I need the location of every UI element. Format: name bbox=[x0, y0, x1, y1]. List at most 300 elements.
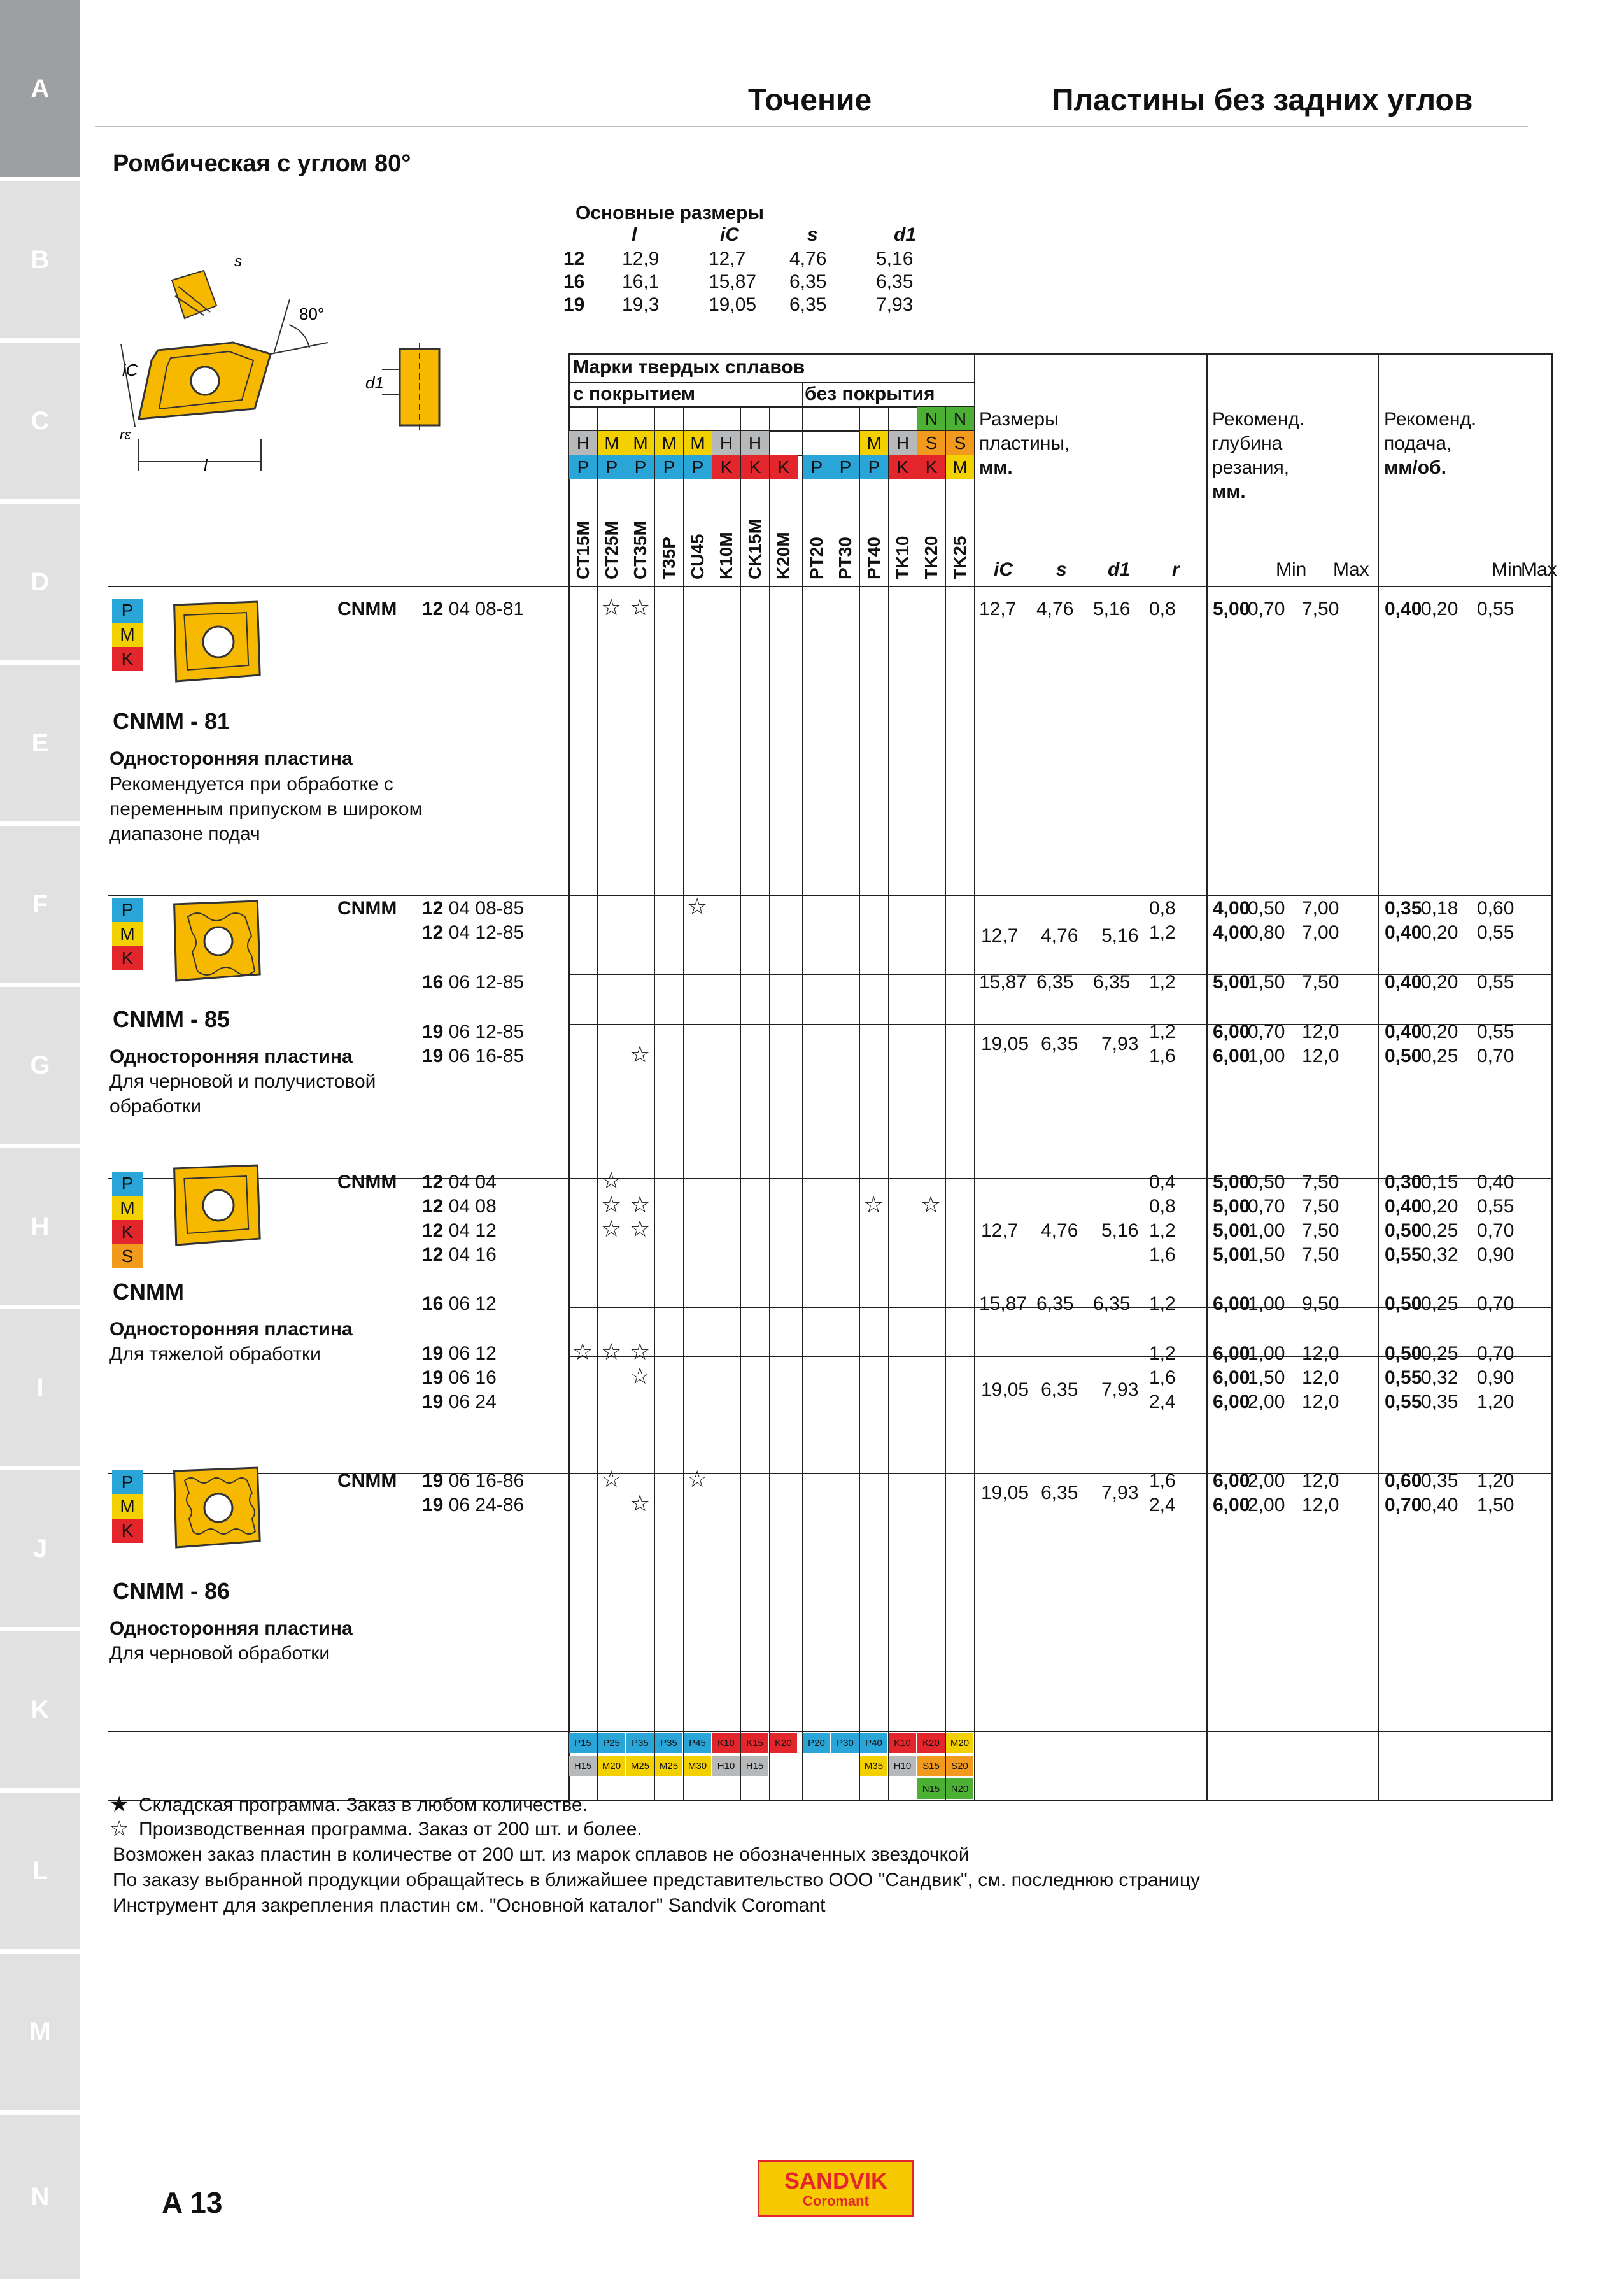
row-apmin: 1,50 bbox=[1248, 1367, 1285, 1388]
row-apmin: 0,50 bbox=[1248, 1172, 1285, 1193]
coated-label: с покрытием bbox=[573, 383, 696, 404]
iso-code-cell: P45 bbox=[684, 1733, 711, 1753]
production-star-icon: ☆ bbox=[630, 1363, 651, 1389]
production-star-icon: ☆ bbox=[109, 1817, 129, 1841]
production-star-icon: ☆ bbox=[630, 1041, 651, 1067]
size-number: 19 bbox=[422, 1470, 444, 1491]
production-star-icon: ☆ bbox=[630, 1191, 651, 1218]
grade-name: TK25 bbox=[950, 536, 970, 579]
row-apmin: 0,70 bbox=[1248, 1021, 1285, 1042]
dims-cell: 19,05 bbox=[709, 294, 757, 315]
grade-name: PT40 bbox=[864, 537, 884, 579]
row-ic: 15,87 bbox=[979, 972, 1027, 993]
group-d1: 5,16 bbox=[1101, 925, 1139, 946]
side-tab-d[interactable] bbox=[0, 504, 80, 660]
group-d1: 7,93 bbox=[1101, 1033, 1139, 1054]
iso-code-cell: K10 bbox=[712, 1733, 740, 1753]
row-fmax: 1,50 bbox=[1477, 1494, 1515, 1516]
section-desc-line: Для черновой и получистовой bbox=[109, 1071, 376, 1092]
dims-head-l: l bbox=[632, 224, 637, 245]
row-f: 0,70 bbox=[1385, 1494, 1422, 1516]
dims-cell: 6,35 bbox=[876, 271, 914, 292]
row-fmin: 0,20 bbox=[1421, 1196, 1458, 1217]
material-badge: M bbox=[112, 1494, 143, 1519]
col-s: s bbox=[1056, 559, 1067, 580]
production-star-icon: ☆ bbox=[630, 1490, 651, 1516]
row-apmin: 1,00 bbox=[1248, 1046, 1285, 1067]
iso-code-cell: K20 bbox=[917, 1733, 945, 1753]
grade-material-cell: H bbox=[712, 431, 740, 455]
feed-heading: Рекоменд. подача, мм/об. bbox=[1384, 409, 1477, 478]
row-fmin: 0,20 bbox=[1421, 922, 1458, 943]
row-fmax: 0,70 bbox=[1477, 1220, 1515, 1241]
insert-size-code bbox=[422, 1494, 524, 1516]
dims-head-d1: d1 bbox=[894, 224, 917, 245]
grade-material-cell: P bbox=[626, 455, 654, 479]
row-s: 6,35 bbox=[1036, 972, 1074, 993]
iso-code-cell: M20 bbox=[598, 1756, 625, 1776]
row-r: 1,2 bbox=[1149, 1021, 1176, 1042]
group-d1: 7,93 bbox=[1101, 1379, 1139, 1400]
l-label: l bbox=[204, 456, 208, 475]
size-number: 19 bbox=[422, 1367, 444, 1388]
material-badge: M bbox=[112, 623, 143, 647]
size-number: 16 bbox=[422, 1293, 444, 1314]
dims-title: Основные размеры bbox=[575, 202, 765, 224]
legend-note: Инструмент для закрепления пластин см. "Основной каталог" Sandvik Coromant bbox=[113, 1895, 826, 1916]
production-star-icon: ☆ bbox=[863, 1191, 884, 1218]
production-star-icon: ☆ bbox=[601, 1466, 622, 1492]
material-badge: P bbox=[112, 898, 143, 922]
size-number: 12 bbox=[422, 1220, 444, 1241]
row-r: 1,6 bbox=[1149, 1046, 1176, 1067]
size-suffix: 06 12 bbox=[443, 1343, 497, 1364]
grade-material-cell: H bbox=[889, 431, 917, 455]
row-ap: 6,00 bbox=[1213, 1367, 1250, 1388]
side-tab-c[interactable] bbox=[0, 343, 80, 499]
row-ap: 4,00 bbox=[1213, 922, 1250, 943]
row-fmin: 0,32 bbox=[1421, 1367, 1458, 1388]
insert-size-code bbox=[422, 1046, 524, 1067]
insert-size-code bbox=[422, 1470, 524, 1492]
row-ic: 15,87 bbox=[979, 1293, 1027, 1314]
dims-cell: 7,93 bbox=[876, 294, 914, 315]
row-ap: 5,00 bbox=[1213, 1172, 1250, 1193]
row-fmax: 1,20 bbox=[1477, 1470, 1515, 1491]
size-number: 12 bbox=[422, 898, 444, 919]
size-suffix: 04 12-85 bbox=[443, 922, 525, 943]
group-s: 6,35 bbox=[1041, 1033, 1078, 1054]
row-f: 0,55 bbox=[1385, 1244, 1422, 1265]
section-subtitle: Односторонняя пластина bbox=[109, 1618, 353, 1639]
row-ap: 6,00 bbox=[1213, 1470, 1250, 1491]
grade-name: K20M bbox=[773, 532, 793, 579]
row-fmax: 0,70 bbox=[1477, 1293, 1515, 1314]
material-badge: M bbox=[112, 922, 143, 946]
code-label: CNMM bbox=[337, 1172, 397, 1193]
row-ap: 5,00 bbox=[1213, 1220, 1250, 1241]
row-fmax: 0,55 bbox=[1477, 972, 1515, 993]
group-s: 4,76 bbox=[1041, 1220, 1078, 1241]
group-s: 6,35 bbox=[1041, 1482, 1078, 1503]
production-star-icon: ☆ bbox=[601, 1191, 622, 1218]
row-fmin: 0,25 bbox=[1421, 1220, 1458, 1241]
production-star-icon: ☆ bbox=[687, 1466, 708, 1492]
insert-size-code bbox=[422, 1021, 524, 1043]
row-r: 0,8 bbox=[1149, 599, 1176, 620]
row-ap: 6,00 bbox=[1213, 1343, 1250, 1364]
row-f: 0,60 bbox=[1385, 1470, 1422, 1491]
section-subtitle: Односторонняя пластина bbox=[109, 1319, 353, 1340]
size-suffix: 06 12-85 bbox=[443, 1021, 525, 1042]
dims-head-ic: iC bbox=[720, 224, 739, 245]
logo-top: SANDVIK bbox=[784, 2168, 888, 2194]
grade-name: TK10 bbox=[893, 536, 912, 579]
row-apmin: 0,50 bbox=[1248, 898, 1285, 919]
production-star-icon: ☆ bbox=[630, 1338, 651, 1365]
grade-name: TK20 bbox=[921, 536, 941, 579]
d1-label: d1 bbox=[365, 373, 384, 392]
side-tab-i[interactable] bbox=[0, 1309, 80, 1466]
iso-code-cell: M35 bbox=[860, 1756, 887, 1776]
production-star-icon: ☆ bbox=[630, 1216, 651, 1242]
section-desc-line: переменным припуском в широком bbox=[109, 799, 423, 820]
grade-material-cell: P bbox=[860, 455, 888, 479]
row-f: 0,30 bbox=[1385, 1172, 1422, 1193]
iso-code-cell: H15 bbox=[569, 1756, 597, 1776]
row-ap: 5,00 bbox=[1213, 599, 1250, 620]
side-tab-m[interactable] bbox=[0, 1954, 80, 2110]
grade-material-cell: P bbox=[569, 455, 597, 479]
row-d1: 6,35 bbox=[1093, 972, 1131, 993]
insert-image-81 bbox=[162, 599, 277, 688]
row-fmax: 1,20 bbox=[1477, 1391, 1515, 1412]
iso-code-cell: K15 bbox=[741, 1733, 768, 1753]
grades-title: Марки твердых сплавов bbox=[573, 357, 805, 378]
grade-column-line bbox=[888, 406, 889, 1800]
grade-material-cell: K bbox=[712, 455, 740, 479]
size-number: 16 bbox=[422, 972, 444, 993]
code-label: CNMM bbox=[337, 599, 397, 620]
side-tab-label: E bbox=[31, 728, 49, 757]
side-tab-j[interactable] bbox=[0, 1470, 80, 1627]
production-star-icon: ☆ bbox=[601, 594, 622, 620]
row-r: 2,4 bbox=[1149, 1391, 1176, 1412]
row-r: 1,2 bbox=[1149, 922, 1176, 943]
insert-image-85 bbox=[162, 898, 277, 987]
production-star-icon: ☆ bbox=[921, 1191, 942, 1218]
grade-column-line bbox=[683, 406, 684, 1800]
section-name: CNMM - 85 bbox=[113, 1006, 230, 1032]
logo-bottom: Coromant bbox=[803, 2193, 869, 2209]
row-apmax: 12,0 bbox=[1302, 1494, 1339, 1516]
group-s: 4,76 bbox=[1041, 925, 1078, 946]
grade-column-line bbox=[597, 406, 598, 1800]
side-tab-label: J bbox=[32, 1534, 48, 1563]
iso-code-cell: H10 bbox=[712, 1756, 740, 1776]
grade-material-cell: M bbox=[684, 431, 712, 455]
side-tab-f[interactable] bbox=[0, 826, 80, 983]
size-number: 12 bbox=[422, 1244, 444, 1265]
grade-material-cell: K bbox=[770, 455, 798, 479]
grade-material-cell: N bbox=[946, 407, 974, 430]
grade-name: CT35M bbox=[630, 521, 650, 579]
row-apmin: 2,00 bbox=[1248, 1494, 1285, 1516]
row-s: 6,35 bbox=[1036, 1293, 1074, 1314]
side-tab-label: D bbox=[31, 567, 50, 596]
size-suffix: 04 04 bbox=[443, 1172, 497, 1193]
grade-material-cell: M bbox=[860, 431, 888, 455]
iso-code-cell: P25 bbox=[598, 1733, 625, 1753]
grade-material-cell: P bbox=[598, 455, 626, 479]
row-apmin: 0,70 bbox=[1248, 599, 1285, 620]
grade-material-cell: K bbox=[889, 455, 917, 479]
row-f: 0,40 bbox=[1385, 972, 1422, 993]
col-depth-max: Max bbox=[1333, 559, 1369, 580]
re-label: rε bbox=[120, 427, 131, 443]
row-apmin: 0,70 bbox=[1248, 1196, 1285, 1217]
size-number: 19 bbox=[422, 1494, 444, 1516]
side-tab-k[interactable] bbox=[0, 1631, 80, 1788]
row-apmax: 7,00 bbox=[1302, 898, 1339, 919]
row-fmin: 0,25 bbox=[1421, 1046, 1458, 1067]
size-number: 12 bbox=[422, 599, 444, 620]
grade-material-cell: H bbox=[741, 431, 769, 455]
row-f: 0,55 bbox=[1385, 1391, 1422, 1412]
code-label: CNMM bbox=[337, 898, 397, 919]
row-fmin: 0,20 bbox=[1421, 1021, 1458, 1042]
grade-column-line bbox=[769, 406, 770, 1800]
section-desc-line: Для черновой обработки bbox=[109, 1643, 330, 1664]
row-ap: 5,00 bbox=[1213, 1196, 1250, 1217]
grade-material-cell: S bbox=[917, 431, 945, 455]
side-tab-h[interactable] bbox=[0, 1148, 80, 1305]
insert-size-code bbox=[422, 1244, 497, 1266]
side-tab-label: L bbox=[32, 1856, 48, 1885]
row-fmax: 0,60 bbox=[1477, 898, 1515, 919]
section-name: CNMM - 81 bbox=[113, 708, 230, 734]
insert-side-view bbox=[400, 343, 439, 433]
size-suffix: 06 24-86 bbox=[443, 1494, 525, 1516]
section-desc-line: Рекомендуется при обработке с bbox=[109, 774, 393, 795]
row-fmax: 0,90 bbox=[1477, 1244, 1515, 1265]
grade-material-cell: P bbox=[831, 455, 859, 479]
size-suffix: 06 16-86 bbox=[443, 1470, 525, 1491]
grade-material-cell: K bbox=[741, 455, 769, 479]
material-badge: M bbox=[112, 1196, 143, 1220]
row-ap: 6,00 bbox=[1213, 1046, 1250, 1067]
grade-column-line bbox=[945, 406, 946, 1800]
production-star-icon: ☆ bbox=[601, 1167, 622, 1193]
production-star-icon: ☆ bbox=[687, 893, 708, 919]
section-subtitle: Односторонняя пластина bbox=[109, 748, 353, 769]
legend-note: Возможен заказ пластин в количестве от 200 шт. из марок сплавов не обозначенных звездочкой bbox=[113, 1844, 970, 1865]
size-suffix: 04 08-85 bbox=[443, 898, 525, 919]
grade-name: CT15M bbox=[573, 521, 593, 579]
insert-shape-title: Ромбическая с углом 80° bbox=[113, 150, 411, 177]
size-suffix: 06 12 bbox=[443, 1293, 497, 1314]
insert-size-code bbox=[422, 599, 524, 620]
section-desc-line: обработки bbox=[109, 1096, 202, 1117]
grade-name: T35P bbox=[659, 537, 679, 579]
row-ap: 5,00 bbox=[1213, 1244, 1250, 1265]
section-title: Точение bbox=[748, 83, 872, 117]
row-ap: 6,00 bbox=[1213, 1494, 1250, 1516]
grade-material-cell: H bbox=[569, 431, 597, 455]
row-fmax: 0,55 bbox=[1477, 1021, 1515, 1042]
insert-top-view bbox=[139, 343, 271, 419]
row-apmin: 0,80 bbox=[1248, 922, 1285, 943]
material-badge: K bbox=[112, 1220, 143, 1244]
side-tab-n[interactable] bbox=[0, 2115, 80, 2279]
iso-code-cell: P20 bbox=[803, 1733, 830, 1753]
section-desc-line: диапазоне подач bbox=[109, 823, 260, 844]
iso-code-cell: P35 bbox=[626, 1733, 654, 1753]
group-d1: 7,93 bbox=[1101, 1482, 1139, 1503]
size-number: 12 bbox=[422, 1196, 444, 1217]
size-suffix: 04 16 bbox=[443, 1244, 497, 1265]
row-fmin: 0,32 bbox=[1421, 1244, 1458, 1265]
row-r: 1,6 bbox=[1149, 1244, 1176, 1265]
row-apmax: 7,00 bbox=[1302, 922, 1339, 943]
col-d1: d1 bbox=[1108, 559, 1131, 580]
section-desc-line: Для тяжелой обработки bbox=[109, 1344, 321, 1365]
material-badge: P bbox=[112, 599, 143, 623]
row-d1: 6,35 bbox=[1093, 1293, 1131, 1314]
col-r: r bbox=[1172, 559, 1180, 580]
row-ap: 4,00 bbox=[1213, 898, 1250, 919]
insert-size-code bbox=[422, 1220, 497, 1242]
size-number: 19 bbox=[422, 1021, 444, 1042]
row-ic: 12,7 bbox=[979, 599, 1017, 620]
size-suffix: 04 12 bbox=[443, 1220, 497, 1241]
row-fmax: 0,55 bbox=[1477, 599, 1515, 620]
group-ic: 19,05 bbox=[981, 1379, 1029, 1400]
row-f: 0,50 bbox=[1385, 1220, 1422, 1241]
angle-label: 80° bbox=[299, 304, 325, 323]
size-number: 19 bbox=[422, 1046, 444, 1067]
grade-material-cell: S bbox=[946, 431, 974, 455]
legend-production: Производственная программа. Заказ от 200 шт. и более. bbox=[139, 1819, 642, 1840]
row-fmax: 0,55 bbox=[1477, 1196, 1515, 1217]
material-badge: K bbox=[112, 946, 143, 970]
grade-column-line bbox=[740, 406, 741, 1800]
dims-cell: 5,16 bbox=[876, 248, 914, 269]
side-tab-label: B bbox=[31, 245, 50, 274]
row-fmin: 0,25 bbox=[1421, 1343, 1458, 1364]
header-divider bbox=[95, 126, 1528, 127]
insert-size-code bbox=[422, 1293, 497, 1315]
row-apmax: 12,0 bbox=[1302, 1391, 1339, 1412]
side-tab-l[interactable] bbox=[0, 1793, 80, 1949]
row-d1: 5,16 bbox=[1093, 599, 1131, 620]
row-apmax: 12,0 bbox=[1302, 1046, 1339, 1067]
iso-code-cell: N20 bbox=[946, 1778, 973, 1799]
group-s: 6,35 bbox=[1041, 1379, 1078, 1400]
row-ap: 6,00 bbox=[1213, 1293, 1250, 1314]
row-apmax: 7,50 bbox=[1302, 599, 1339, 620]
insert-size-code bbox=[422, 922, 524, 944]
row-apmax: 9,50 bbox=[1302, 1293, 1339, 1314]
row-fmax: 0,90 bbox=[1477, 1367, 1515, 1388]
side-tab-label: K bbox=[31, 1695, 50, 1724]
insert-dimension-drawing bbox=[108, 236, 465, 490]
grade-material-cell: P bbox=[803, 455, 831, 479]
size-heading: Размеры пластины, мм. bbox=[979, 409, 1070, 478]
row-fmin: 0,25 bbox=[1421, 1293, 1458, 1314]
group-ic: 12,7 bbox=[981, 1220, 1019, 1241]
grade-name: CK15M bbox=[745, 519, 765, 579]
insert-size-code bbox=[422, 1367, 497, 1389]
row-r: 0,8 bbox=[1149, 898, 1176, 919]
side-tab-a[interactable] bbox=[0, 0, 80, 177]
side-tab-label: F bbox=[32, 890, 48, 918]
row-s: 4,76 bbox=[1036, 599, 1074, 620]
grade-material-cell: P bbox=[684, 455, 712, 479]
iso-code-cell: H15 bbox=[741, 1756, 768, 1776]
row-r: 0,8 bbox=[1149, 1196, 1176, 1217]
size-number: 12 bbox=[422, 922, 444, 943]
grade-name: PT20 bbox=[807, 537, 826, 579]
legend-stock: Складская программа. Заказ в любом количестве. bbox=[139, 1794, 588, 1815]
side-tab-label: C bbox=[31, 406, 50, 435]
material-badge: P bbox=[112, 1172, 143, 1196]
row-f: 0,40 bbox=[1385, 922, 1422, 943]
insert-size-code bbox=[422, 1196, 497, 1218]
side-tab-b[interactable] bbox=[0, 181, 80, 338]
grade-material-cell: M bbox=[626, 431, 654, 455]
row-ap: 6,00 bbox=[1213, 1391, 1250, 1412]
group-ic: 12,7 bbox=[981, 925, 1019, 946]
grade-name: CU45 bbox=[688, 534, 707, 579]
row-apmin: 2,00 bbox=[1248, 1470, 1285, 1491]
row-fmax: 0,40 bbox=[1477, 1172, 1515, 1193]
grade-name: K10M bbox=[716, 532, 736, 579]
side-tab-g[interactable] bbox=[0, 987, 80, 1144]
section-name: CNMM bbox=[113, 1279, 184, 1305]
grade-material-cell: P bbox=[655, 455, 683, 479]
iso-code-cell: M20 bbox=[946, 1733, 973, 1753]
dims-cell: 4,76 bbox=[789, 248, 827, 269]
grade-name: CT25M bbox=[602, 521, 621, 579]
row-apmax: 7,50 bbox=[1302, 1244, 1339, 1265]
row-fmin: 0,18 bbox=[1421, 898, 1458, 919]
dims-cell: 15,87 bbox=[709, 271, 757, 292]
insert-size-code bbox=[422, 898, 524, 919]
row-f: 0,40 bbox=[1385, 1196, 1422, 1217]
row-r: 1,6 bbox=[1149, 1470, 1176, 1491]
side-tab-label: G bbox=[30, 1051, 50, 1079]
iso-code-cell: S15 bbox=[917, 1756, 945, 1776]
dims-cell: 12,7 bbox=[709, 248, 746, 269]
page-title: Пластины без задних углов bbox=[1052, 83, 1473, 117]
row-apmax: 7,50 bbox=[1302, 1220, 1339, 1241]
iso-code-cell: K20 bbox=[770, 1733, 797, 1753]
depth-heading: Рекоменд. глубина резания, мм. bbox=[1212, 409, 1305, 502]
size-suffix: 06 24 bbox=[443, 1391, 497, 1412]
row-r: 0,4 bbox=[1149, 1172, 1176, 1193]
insert-size-code bbox=[422, 1172, 497, 1193]
iso-code-cell: S20 bbox=[946, 1756, 973, 1776]
iso-code-cell: K10 bbox=[889, 1733, 916, 1753]
page-number: A 13 bbox=[162, 2186, 223, 2219]
side-tab-label: N bbox=[31, 2182, 50, 2211]
insert-size-code bbox=[422, 972, 524, 993]
side-tab-e[interactable] bbox=[0, 665, 80, 821]
iso-code-cell: N15 bbox=[917, 1778, 945, 1799]
grade-material-cell: M bbox=[655, 431, 683, 455]
legend-note: По заказу выбранной продукции обращайтесь в ближайшее представительство ООО "Сандвик", см. последнюю страницу bbox=[113, 1870, 1201, 1891]
